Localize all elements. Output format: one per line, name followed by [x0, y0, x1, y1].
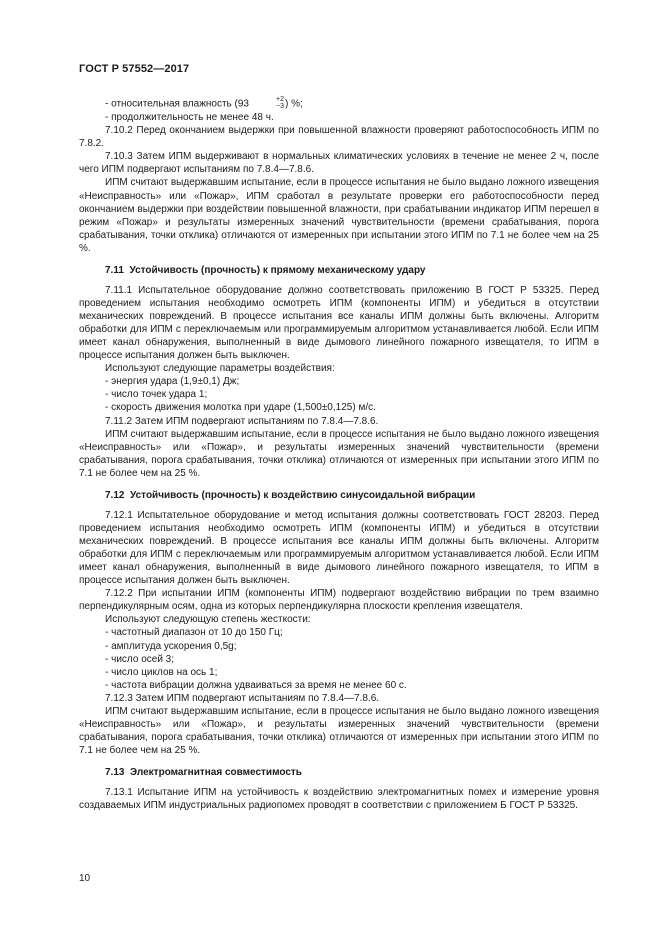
section-heading-7-11: 7.11 Устойчивость (прочность) к прямому механическому удару: [105, 264, 426, 276]
list-item: - скорость движения молотка при ударе (1,500±0,125) м/с.: [105, 402, 376, 414]
list-item: - число точек удара 1;: [105, 389, 208, 401]
paragraph: Используют следующую степень жесткости:: [105, 614, 311, 626]
standard-header: ГОСТ Р 57552—2017: [79, 63, 190, 75]
paragraph: 7.11.1 Испытательное оборудование должно соответствовать приложению В ГОСТ Р 53325. Перед проведением испытания необходимо осмотреть ИПМ (компоненты ИПМ) и убедиться в отсутствии механических повреждений. В процессе испытания все каналы ИПМ должны быть включены. Алгоритм обработки для ИПМ с переключаемым или программируемым алгоритмом устанавливается любой. Если ИПМ имеет канал обнаружения, выполненный в виде дымового линейного пожарного извещателя, то ИПМ в процессе испытания должен быть выключен.: [79, 284, 599, 362]
section-heading-7-13: 7.13 Электромагнитная совместимость: [105, 766, 302, 778]
document-body: [79, 97, 599, 812]
paragraph: 7.13.1 Испытание ИПМ на устойчивость к воздействию электромагнитных помех и измерение уровня создаваемых ИПМ индустриальных радиопомех проводят в соответствии с приложением Б ГОСТ Р 53325.: [79, 787, 599, 812]
humidity-item: - относительная влажность (93 +2 −3 ) %;: [105, 96, 303, 110]
paragraph: 7.11.2 Затем ИПМ подвергают испытаниям по 7.8.4—7.8.6.: [105, 415, 379, 427]
paragraph: 7.10.3 Затем ИПМ выдерживают в нормальных климатических условиях в течение не менее 2 ч, после чего ИПМ подвергают испытаниям по 7.8.4—7.8.6.: [79, 151, 599, 176]
page-number: 10: [79, 873, 91, 884]
paragraph: 7.12.1 Испытательное оборудование и метод испытания должны соответствовать ГОСТ 28203. Перед проведением испытания необходимо осмотреть ИПМ (компоненты ИПМ) и убедиться в отсутствии механических повреждений. В процессе испытания все каналы ИПМ должны быть включены. Алгоритм обработки для ИПМ с переключаемым или программируемым алгоритмом устанавливается любой. Если ИПМ имеет канал обнаружения, выполненный в виде дымового линейного пожарного извещателя, то ИПМ в процессе испытания должен быть выключен.: [79, 509, 599, 587]
paragraph: ИПМ считают выдержавшим испытание, если в процессе испытания не было выдано ложного извещения «Неисправность» или «Пожар», ИПМ сработал в результате проверки его работоспособности перед окончанием выдержки при воздействии повышенной влажности, при срабатывании индикатор ИПМ перешел в режим «Пожар» и результаты измеренных значений чувствительности (времени срабатывания, порога срабатывания, точки отклика) отличаются от измеренных при испытании этого ИПМ по 7.1 не более чем на 25 %.: [79, 177, 599, 254]
section-heading-7-12: 7.12 Устойчивость (прочность) к воздействию синусоидальной вибрации: [105, 489, 476, 501]
paragraph: ИПМ считают выдержавшим испытание, если в процессе испытания не было выдано ложного извещения «Неисправность» или «Пожар», и результаты измеренных значений чувствительности (времени срабатывания, порога срабатывания, точки отклика) отличаются от измеренных при испытании этого ИПМ по 7.1 не более чем на 25 %.: [79, 706, 599, 757]
list-item: - частотный диапазон от 10 до 150 Гц;: [105, 627, 283, 639]
list-item: - число циклов на ось 1;: [105, 666, 218, 678]
paragraph: Используют следующие параметры воздействия:: [105, 363, 335, 375]
list-item: - частота вибрации должна удваиваться за время не менее 60 с.: [105, 679, 407, 691]
list-item: - амплитуда ускорения 0,5g;: [105, 640, 237, 652]
paragraph: 7.12.2 При испытании ИПМ (компоненты ИПМ) подвергают воздействию вибрации по трем взаимно перпендикулярным осям, одна из которых перпендикулярна плоскости крепления извещателя.: [79, 588, 599, 613]
list-item: - число осей 3;: [105, 653, 175, 665]
tolerance-fraction: +2 −3: [276, 96, 284, 110]
list-item: - продолжительность не менее 48 ч.: [105, 112, 274, 123]
list-item: - энергия удара (1,9±0,1) Дж;: [105, 376, 240, 388]
paragraph: 7.10.2 Перед окончанием выдержки при повышенной влажности проверяют работоспособность ИПМ по 7.8.2.: [79, 125, 599, 150]
paragraph: 7.12.3 Затем ИПМ подвергают испытаниям по 7.8.4—7.8.6.: [105, 692, 380, 704]
paragraph: ИПМ считают выдержавшим испытание, если в процессе испытания не было выдано ложного извещения «Неисправность» или «Пожар», и результаты измеренных значений чувствительности (времени срабатывания, порога срабатывания, точки отклика) отличаются от измеренных при испытании этого ИПМ по 7.1 не более чем на 25 %.: [79, 428, 599, 479]
